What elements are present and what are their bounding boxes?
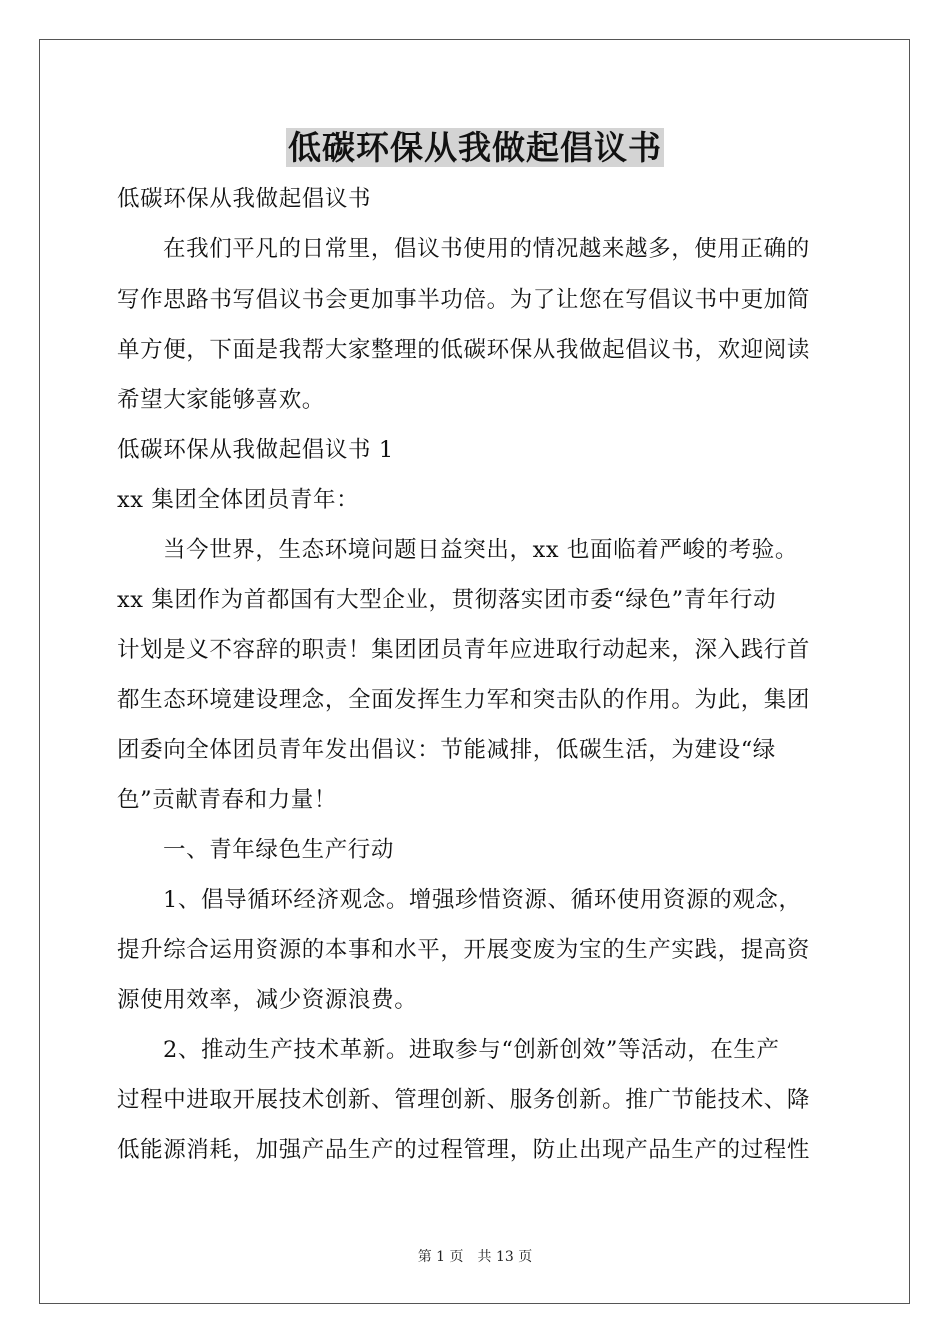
- document-title: 低碳环保从我做起倡议书: [288, 128, 662, 167]
- paragraph-line: 过程中进取开展技术创新、管理创新、服务创新。推广节能技术、降: [117, 1087, 811, 1113]
- paragraph-line: 团委向全体团员青年发出倡议：节能减排，低碳生活，为建设“绿: [117, 737, 776, 763]
- page-number-footer: 第 1 页 共 13 页: [417, 1249, 533, 1265]
- subtitle-line: 低碳环保从我做起倡议书: [117, 186, 372, 212]
- section-heading: 低碳环保从我做起倡议书 1: [117, 437, 394, 463]
- paragraph-line: 提升综合运用资源的本事和水平，开展变废为宝的生产实践，提高资: [117, 937, 811, 963]
- paragraph-line: 2、推动生产技术革新。进取参与“创新创效”等活动，在生产: [163, 1037, 780, 1063]
- paragraph-line: 都生态环境建设理念，全面发挥生力军和突击队的作用。为此，集团: [117, 687, 811, 713]
- paragraph-line: 源使用效率，减少资源浪费。: [117, 987, 418, 1013]
- paragraph-line: xx 集团作为首都国有大型企业，贯彻落实团市委“绿色”青年行动: [117, 587, 777, 613]
- paragraph-line: 色”贡献青春和力量！: [117, 787, 338, 813]
- salutation: xx 集团全体团员青年：: [117, 487, 360, 513]
- paragraph-line: 希望大家能够喜欢。: [117, 387, 325, 413]
- subsection-heading: 一、青年绿色生产行动: [163, 837, 395, 863]
- paragraph-line: 写作思路书写倡议书会更加事半功倍。为了让您在写倡议书中更加简: [117, 287, 811, 313]
- paragraph-line: 当今世界，生态环境问题日益突出，xx 也面临着严峻的考验。: [163, 537, 798, 563]
- paragraph-line: 在我们平凡的日常里，倡议书使用的情况越来越多，使用正确的: [163, 236, 810, 262]
- paragraph-line: 单方便，下面是我帮大家整理的低碳环保从我做起倡议书，欢迎阅读: [117, 337, 811, 363]
- paragraph-line: 计划是义不容辞的职责！集团团员青年应进取行动起来，深入践行首: [117, 637, 811, 663]
- paragraph-line: 低能源消耗，加强产品生产的过程管理，防止出现产品生产的过程性: [117, 1137, 811, 1163]
- paragraph-line: 1、倡导循环经济观念。增强珍惜资源、循环使用资源的观念，: [163, 887, 802, 913]
